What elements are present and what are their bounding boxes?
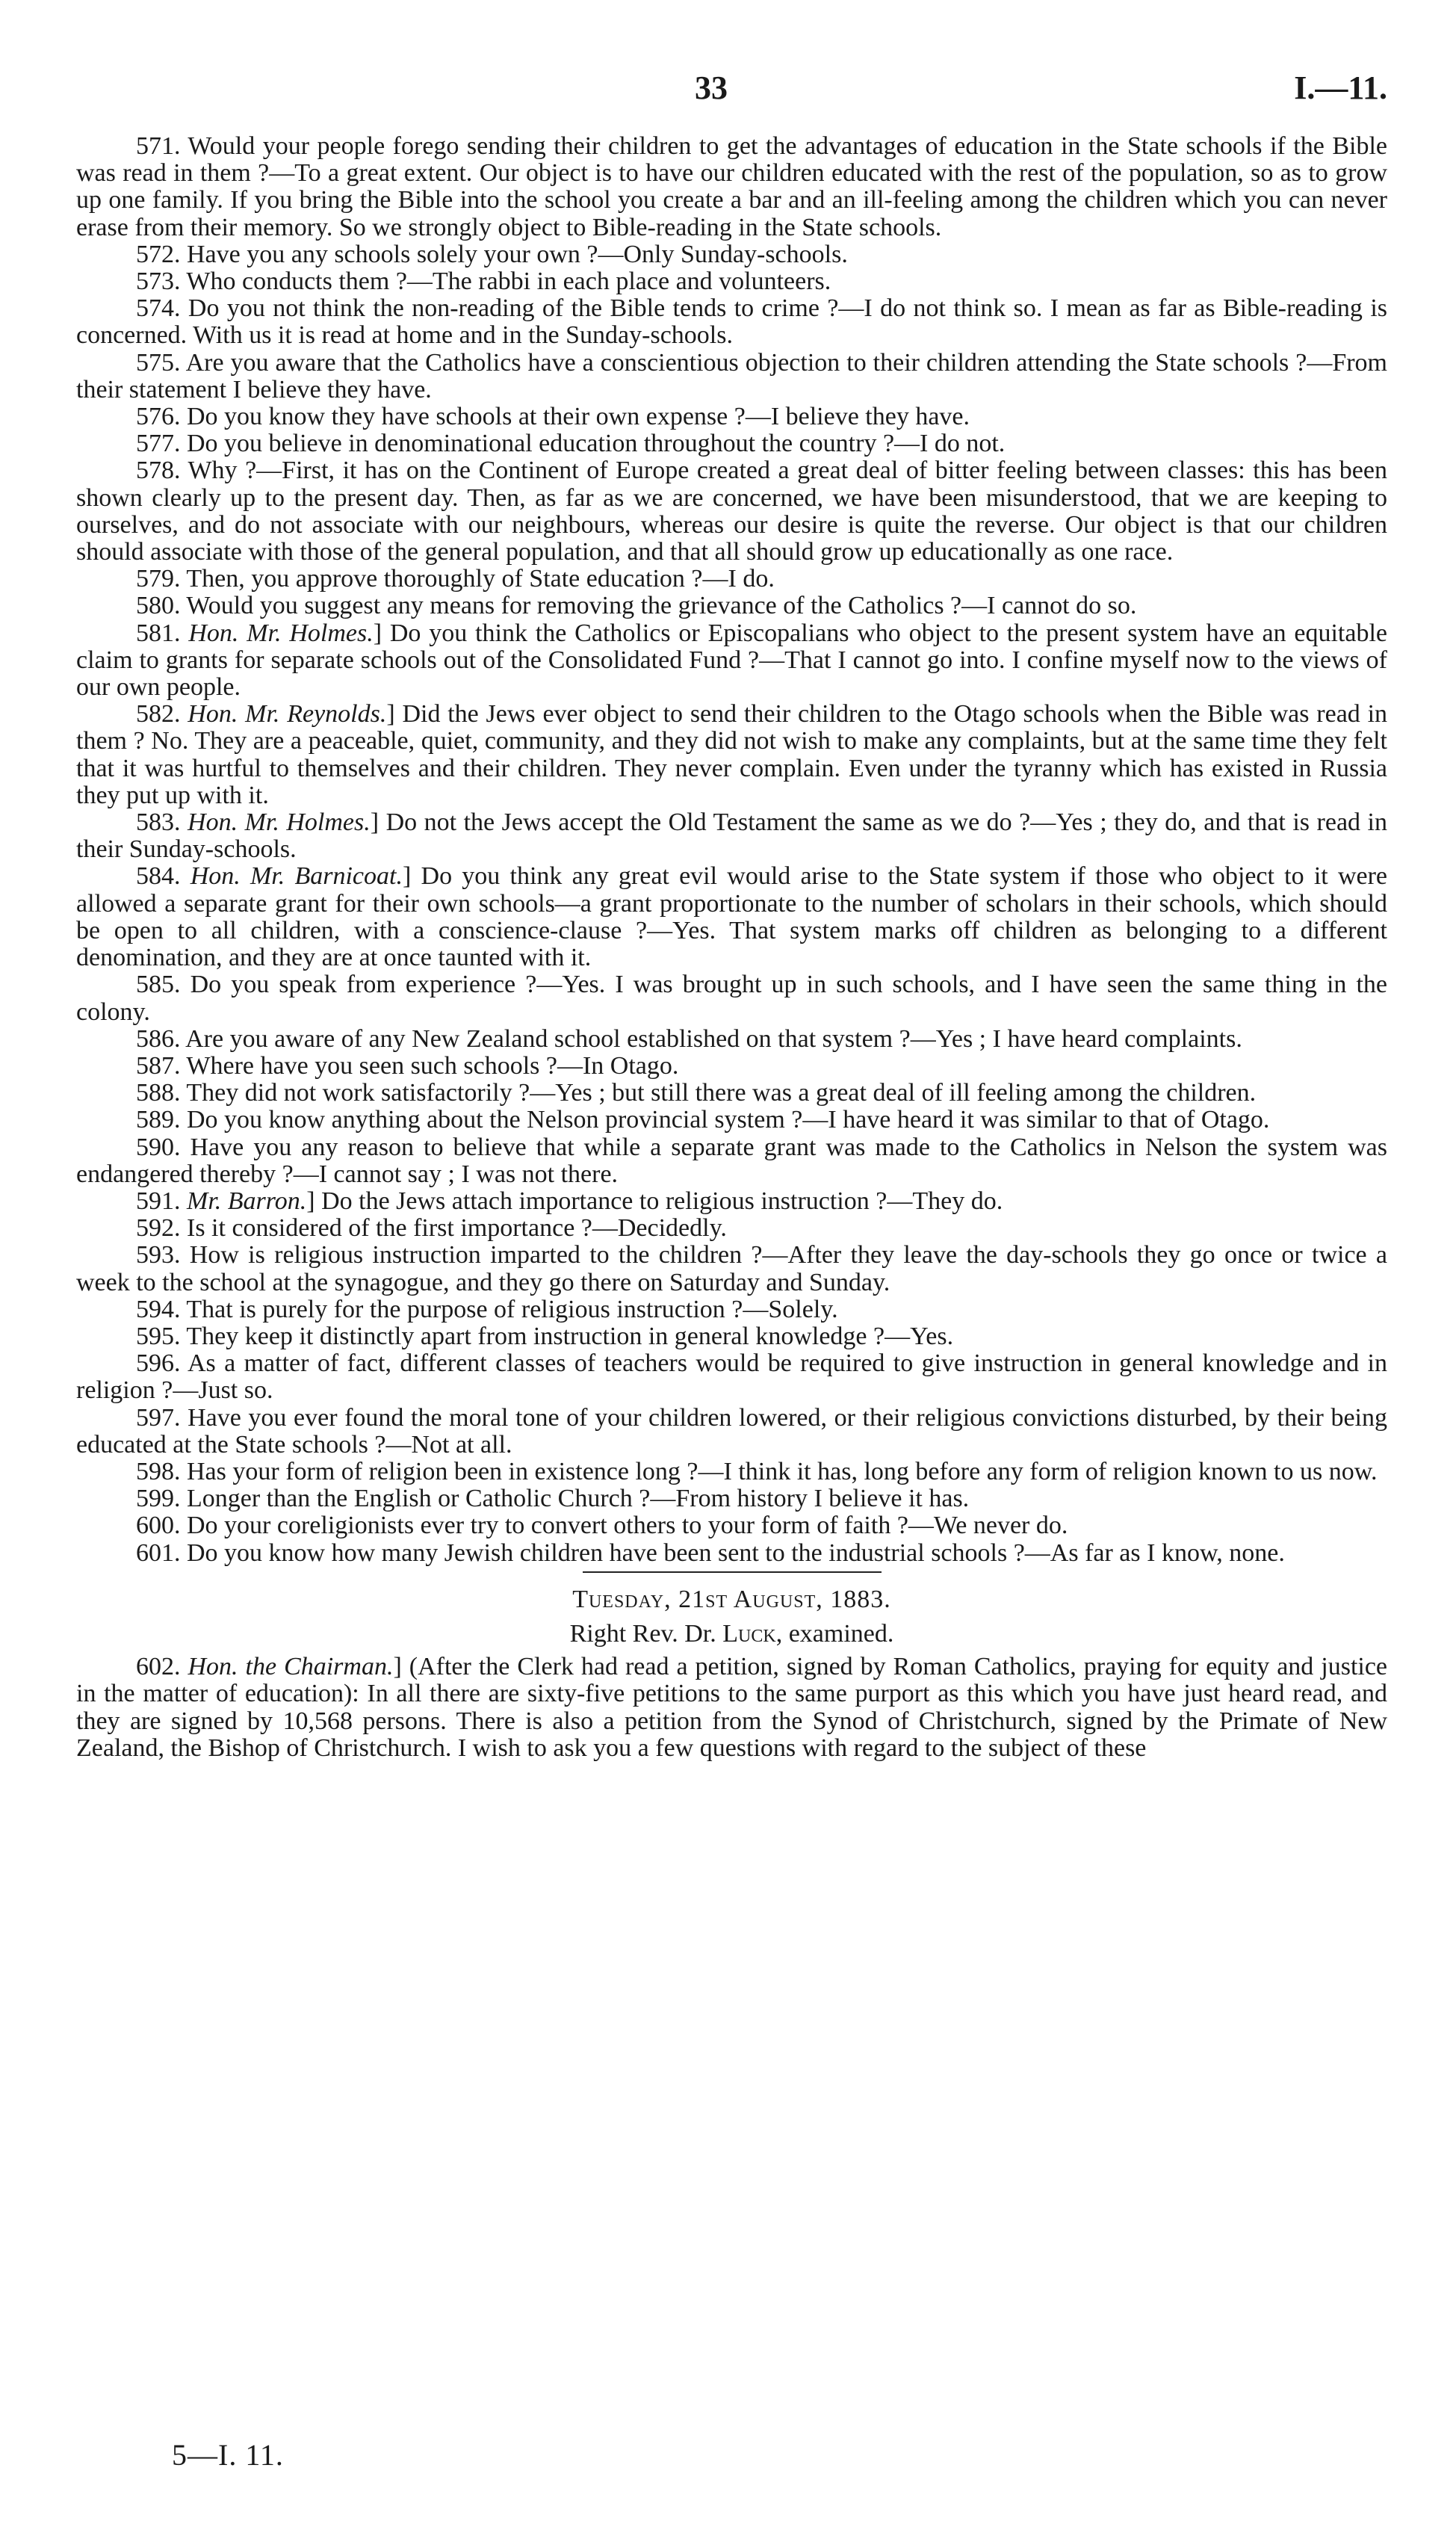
question-entry: 574. Do you not think the non-reading of the Bible tends to crime ?—I do not think so. I mean as far as Bible-reading is concerned. With us it is read at home and in the Sunday-schools. [76, 294, 1387, 350]
question-entry: 590. Have you any reason to believe that while a separate grant was made to the Catholics in Nelson the system was endangered thereby ?—I cannot say ; I was not there. [76, 1133, 1387, 1188]
session-date: Tuesday, 21st August, 1883. [572, 1585, 891, 1613]
question-entry: 575. Are you aware that the Catholics have a conscientious objection to their children attending the State schools ?—From their statement I believe they have. [76, 348, 1387, 403]
question-entry: 597. Have you ever found the moral tone of your children lowered, or their religious convictions disturbed, by their being educated at the State schools ?—Not at all. [76, 1403, 1387, 1459]
witness-status: , examined. [775, 1619, 894, 1648]
witness-name: Luck [722, 1619, 776, 1648]
witness-line [76, 1621, 1387, 1648]
evidence-entries-continued [76, 1654, 1387, 1762]
question-entry: 598. Has your form of religion been in existence long ?—I think it has, long before any form of religion known to us now. [136, 1457, 1378, 1485]
question-entry: 582. Hon. Mr. Reynolds.] Did the Jews ever object to send their children to the Otago schools when the Bible was read in them ? No. They are a peaceable, quiet, community, and they did not wish to make any complaints, but at the same time they felt that it was hurtful to themselves and their children. They never complain. Even under the tyranny which has existed in Russia they put up with it. [76, 700, 1388, 809]
speaker-name: Hon. Mr. Holmes. [188, 808, 371, 837]
page-number: 33 [695, 69, 728, 106]
question-entry: 580. Would you suggest any means for removing the grievance of the Catholics ?—I cannot do so. [136, 592, 1137, 620]
question-entry: 584. Hon. Mr. Barnicoat.] Do you think any great evil would arise to the State system if those who object to it were allowed a separate grant for their own schools—a grant proportionate to the number of scholars in their schools, which should be open to all children, with a conscience-clause ?—Yes. That system marks off children as belonging to a different denomination, and they are at once taunted with it. [76, 862, 1388, 972]
question-entry: 581. Hon. Mr. Holmes.] Do you think the Catholics or Episcopalians who object to the present system have an equitable claim to grants for separate schools out of the Consolidated Fund ?—That I cannot go into. I confine myself now to the views of our own people. [76, 619, 1388, 702]
question-entry: 579. Then, you approve thoroughly of State education ?—I do. [136, 565, 775, 593]
question-entry: 576. Do you know they have schools at their own expense ?—I believe they have. [136, 403, 970, 431]
question-entry: 602. Hon. the Chairman.] (After the Clerk had read a petition, signed by Roman Catholics, praying for equity and justice in the matter of education): In all there are sixty-five petitions to the same purport as this which you have just heard read, and they are signed by 10,568 persons. There is also a petition from the Synod of Christchurch, signed by the Primate of New Zealand, the Bishop of Christchurch. I wish to ask you a few questions with regard to the subject of these [76, 1653, 1388, 1762]
question-entry: 593. How is religious instruction imparted to the children ?—After they leave the day-schools they go once or twice a week to the school at the synagogue, and they go there on Saturday and Sunday. [76, 1241, 1387, 1296]
question-entry: 578. Why ?—First, it has on the Continent of Europe created a great deal of bitter feeling between classes: this has been shown clearly up to the present day. Then, as far as we are concerned, we have been misunderstood, that we are keeping to ourselves, and do not associate with our neighbours, whereas our desire is quite the reverse. Our object is that our children should associate with those of the general population, and that all should grow up educationally as one race. [76, 457, 1387, 566]
page-header [76, 69, 1387, 114]
question-entry: 571. Would your people forego sending their children to get the advantages of education in the State schools if the Bible was read in them ?—To a great extent. Our object is to have our children educated with the rest of the population, so as to grow up one family. If you bring the Bible into the school you create a bar and an ill-feeling among the children which you can never erase from their memory. So we strongly object to Bible-reading in the State schools. [76, 132, 1387, 241]
signature-mark: 5—I. 11. [172, 2438, 284, 2472]
question-entry: 589. Do you know anything about the Nelson provincial system ?—I have heard it was similar to that of Otago. [136, 1106, 1270, 1134]
question-entry: 592. Is it considered of the first importance ?—Decidedly. [136, 1214, 727, 1243]
witness-title: Right Rev. Dr. [569, 1619, 716, 1648]
speaker-name: Hon. Mr. Reynolds. [188, 700, 387, 729]
question-entry: 587. Where have you seen such schools ?—In Otago. [136, 1051, 679, 1080]
question-entry: 583. Hon. Mr. Holmes.] Do not the Jews accept the Old Testament the same as we do ?—Yes ; they do, and that is read in their Sunday-schools. [76, 808, 1387, 864]
document-reference: I.—11. [1294, 69, 1387, 106]
question-entry: 585. Do you speak from experience ?—Yes. I was brought up in such schools, and I have seen the same thing in the colony. [76, 971, 1387, 1026]
question-entry: 594. That is purely for the purpose of religious instruction ?—Solely. [136, 1295, 838, 1323]
speaker-name: Mr. Barron. [187, 1187, 307, 1215]
speaker-name: Hon. Mr. Barnicoat. [190, 862, 403, 891]
question-entry: 572. Have you any schools solely your own ?—Only Sunday-schools. [136, 240, 848, 268]
question-entry: 577. Do you believe in denominational education throughout the country ?—I do not. [136, 430, 1006, 458]
question-entry: 599. Longer than the English or Catholic Church ?—From history I believe it has. [136, 1485, 970, 1513]
speaker-name: Hon. Mr. Holmes. [188, 619, 374, 647]
question-entry: 595. They keep it distinctly apart from instruction in general knowledge ?—Yes. [136, 1322, 954, 1350]
document-body [76, 133, 1387, 1762]
question-entry: 600. Do your coreligionists ever try to convert others to your form of faith ?—We never do. [136, 1512, 1068, 1540]
speaker-name: Hon. the Chairman. [188, 1653, 394, 1681]
question-entry: 573. Who conducts them ?—The rabbi in each place and volunteers. [136, 267, 831, 296]
question-entry: 588. They did not work satisfactorily ?—Yes ; but still there was a great deal of ill feeling among the children. [136, 1079, 1257, 1107]
evidence-entries [76, 133, 1387, 1567]
question-entry: 601. Do you know how many Jewish children have been sent to the industrial schools ?—As far as I know, none. [136, 1538, 1285, 1567]
question-entry: 591. Mr. Barron.] Do the Jews attach importance to religious instruction ?—They do. [136, 1187, 1003, 1215]
question-entry: 586. Are you aware of any New Zealand school established on that system ?—Yes ; I have heard complaints. [136, 1024, 1242, 1053]
question-entry: 596. As a matter of fact, different classes of teachers would be required to give instruction in general knowledge and in religion ?—Just so. [76, 1349, 1387, 1405]
section-divider [583, 1571, 882, 1573]
